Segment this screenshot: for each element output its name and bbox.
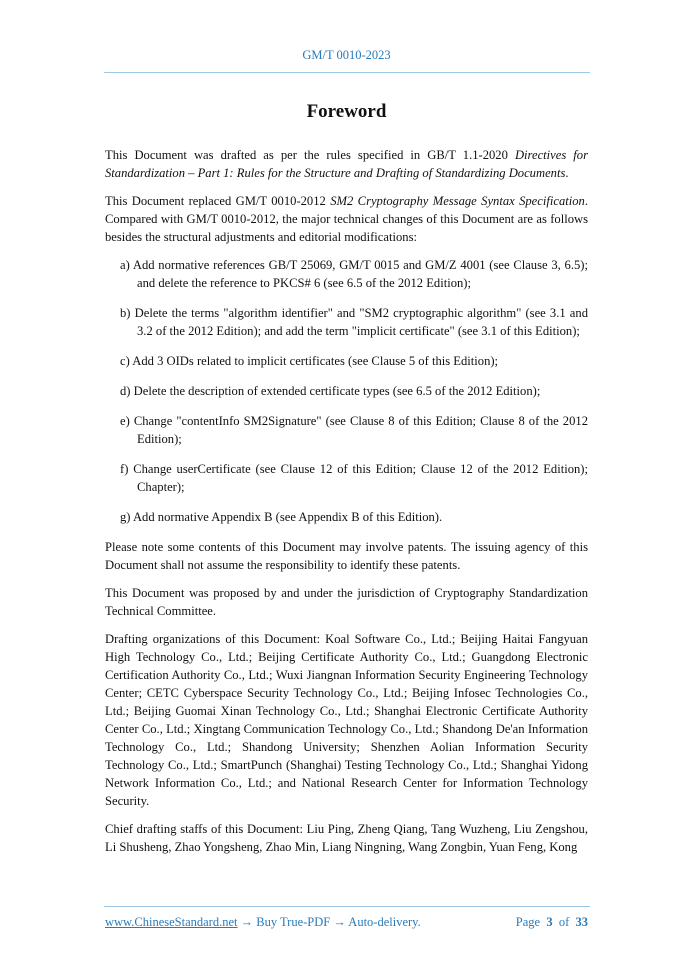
promo-text: → Buy True-PDF → Auto-delivery. xyxy=(237,915,421,929)
paragraph-patents: Please note some contents of this Document may involve patents. The issuing agency of this Document shall not assume the responsibility to identify these patents. xyxy=(105,540,588,572)
page-label: Page xyxy=(515,915,541,929)
website-link[interactable]: www.ChineseStandard.net xyxy=(105,915,238,929)
paragraph-drafting-organizations: Drafting organizations of this Document: Koal Software Co., Ltd.; Beijing Haitai Fangyuan High Technology Co., Ltd.; Beijing Certificate Authority Co., Ltd.; Guangdong Electronic Certification Authority Co., Ltd.; Wuxi Jiangnan Information Security Engineering Technology Center; CETC Cyberspace Security Technology Co., Ltd.; Beijing Infosec Technologies Co., Ltd.; Beijing Guomai Xinan Technology Co., Ltd.; Shanghai Electronic Certificate Authority Center Co., Ltd.; Xingtang Communication Technology Co., Ltd.; Shandong De'an Information Technology Co., Ltd.; Shandong University; Shenzhen Aolian Information Security Technology Co., Ltd.; SmartPunch (Shanghai) Testing Technology Co., Ltd.; Shanghai Yidong Network Information Co., Ltd.; and National Research Center for Information Technology Security. xyxy=(105,632,588,808)
italic-title: Directives for Standardization – Part 1: Rules for the Structure and Drafting of Standardizing Documents xyxy=(105,148,588,180)
text: . Compared with GM/T 0010-2012, the major technical changes of this Document are as follows besides the structural adjustments and editorial modifications: xyxy=(105,194,588,244)
text: This Document was drafted as per the rules specified in GB/T 1.1-2020 xyxy=(105,148,515,162)
text: This Document replaced GM/T 0010-2012 xyxy=(105,194,331,208)
page-number xyxy=(516,915,588,930)
footer-promo xyxy=(105,915,421,930)
italic-title: SM2 Cryptography Message Syntax Specification xyxy=(330,194,585,208)
paragraph-replacement xyxy=(105,192,588,246)
list-item: d) Delete the description of extended certificate types (see 6.5 of the 2012 Edition); xyxy=(120,384,541,398)
footer-divider xyxy=(104,906,590,907)
list-item: f) Change userCertificate (see Clause 12 of this Edition; Clause 12 of the 2012 Edition); Chapter); xyxy=(120,462,588,494)
list-item: e) Change "contentInfo SM2Signature" (see Clause 8 of this Edition; Clause 8 of the 2012 Edition); xyxy=(120,414,588,446)
current-page: 3 xyxy=(546,915,553,929)
document-code-header: GM/T 0010-2023 xyxy=(302,48,391,62)
list-item: c) Add 3 OIDs related to implicit certificates (see Clause 5 of this Edition); xyxy=(120,354,499,368)
header-divider xyxy=(104,72,590,73)
of-label: of xyxy=(558,915,570,929)
list-item: b) Delete the terms "algorithm identifier" and "SM2 cryptographic algorithm" (see 3.1 and 3.2 of the 2012 Edition); and add the term "implicit certificate" (see 3.1 of this Edition); xyxy=(120,306,588,338)
list-item: a) Add normative references GB/T 25069, GM/T 0015 and GM/Z 4001 (see Clause 3, 6.5); and delete the reference to PKCS# 6 (see 6.5 of the 2012 Edition); xyxy=(120,258,588,290)
paragraph-jurisdiction: This Document was proposed by and under the jurisdiction of Cryptography Standardization Technical Committee. xyxy=(105,586,588,618)
paragraph-drafting-rules xyxy=(105,146,588,182)
list-item: g) Add normative Appendix B (see Appendix B of this Edition). xyxy=(120,510,443,524)
page-footer xyxy=(105,915,588,930)
total-pages: 33 xyxy=(575,915,588,929)
page-title: Foreword xyxy=(306,101,387,122)
paragraph-drafting-staff: Chief drafting staffs of this Document: Liu Ping, Zheng Qiang, Tang Wuzheng, Liu Zengshou, Li Shusheng, Zhao Yongsheng, Zhao Min, Liang Ningning, Wang Zongbin, Yuan Feng, Kong xyxy=(105,822,588,854)
document-body xyxy=(105,146,588,866)
text: . xyxy=(565,166,569,180)
